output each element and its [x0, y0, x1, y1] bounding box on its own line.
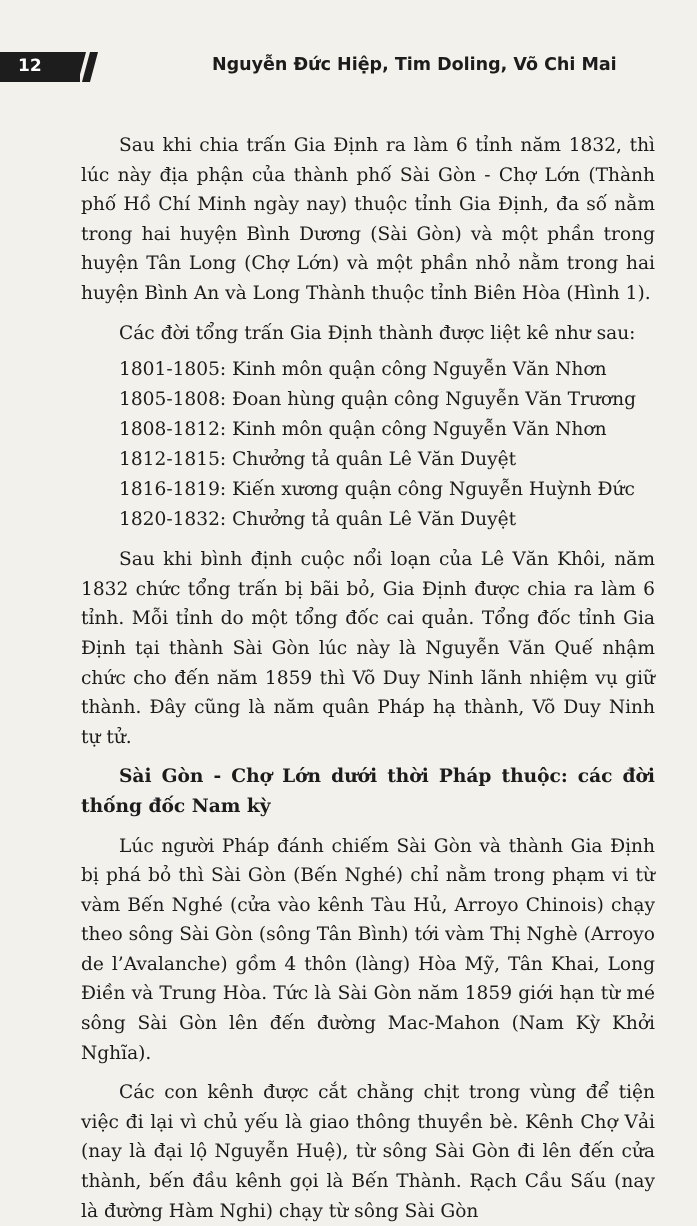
body-text [81, 131, 655, 1226]
paragraph-2: Sau khi bình định cuộc nổi loạn của Lê Văn Khôi, năm 1832 chức tổng trấn bị bãi bỏ, Gia Định được chia ra làm 6 tỉnh. Mỗi tỉnh do một tổng đốc cai quản. Tổng đốc tỉnh Gia Định tại thành Sài Gòn lúc này là Nguyễn Văn Quế nhậm chức cho đến năm 1859 thì Võ Duy Ninh lãnh nhiệm vụ giữ thành. Đây cũng là năm quân Pháp hạ thành, Võ Duy Ninh tự tử. [81, 549, 655, 748]
list-intro: Các đời tổng trấn Gia Định thành được liệt kê như sau: [119, 322, 636, 344]
list-item: 1801-1805: Kinh môn quận công Nguyễn Văn Nhơn [119, 359, 607, 381]
paragraph-3: Lúc người Pháp đánh chiếm Sài Gòn và thành Gia Định bị phá bỏ thì Sài Gòn (Bến Nghé) chỉ nằm trong phạm vi từ vàm Bến Nghé (cửa vào kênh Tàu Hủ, Arroyo Chinois) chạy theo sông Sài Gòn (sông Tân Bình) tới vàm Thị Nghè (Arroyo de l’Avalanche) gồm 4 thôn (làng) Hòa Mỹ, Tân Khai, Long Điền và Trung Hòa. Tức là Sài Gòn năm 1859 giới hạn từ mé sông Sài Gòn lên đến đường Mac-Mahon (Nam Kỳ Khởi Nghĩa). [81, 835, 655, 1064]
list-item: 1805-1808: Đoan hùng quận công Nguyễn Văn Trương [119, 389, 636, 411]
paragraph-4: Các con kênh được cắt chằng chịt trong vùng để tiện việc đi lại vì chủ yếu là giao thông thuyền bè. Kênh Chợ Vải (nay là đại lộ Nguyễn Huệ), từ sông Sài Gòn đi lên đến cửa thành, bến đầu kênh gọi là Bến Thành. Rạch Cầu Sấu (nay là đường Hàm Nghi) chạy từ sông Sài Gòn [81, 1082, 655, 1222]
section-heading: Sài Gòn - Chợ Lớn dưới thời Pháp thuộc: các đời thống đốc Nam kỳ [81, 766, 655, 817]
page-number: 12 [18, 56, 42, 76]
paragraph-1: Sau khi chia trấn Gia Định ra làm 6 tỉnh năm 1832, thì lúc này địa phận của thành phố Sài Gòn - Chợ Lớn (Thành phố Hồ Chí Minh ngày nay) thuộc tỉnh Gia Định, đa số nằm trong hai huyện Bình Dương (Sài Gòn) và một phần trong huyện Tân Long (Chợ Lớn) và một phần nhỏ nằm trong hai huyện Bình An và Long Thành thuộc tỉnh Biên Hòa (Hình 1). [81, 135, 655, 304]
page-header [0, 52, 697, 84]
running-header-authors: Nguyễn Đức Hiệp, Tim Doling, Võ Chi Mai [212, 55, 617, 75]
page-number-box [0, 52, 80, 82]
list-item: 1812-1815: Chưởng tả quân Lê Văn Duyệt [119, 449, 517, 471]
list-item: 1808-1812: Kinh môn quận công Nguyễn Văn Nhơn [119, 419, 607, 441]
list-item: 1816-1819: Kiến xương quận công Nguyễn Huỳnh Đức [119, 479, 635, 501]
list-item: 1820-1832: Chưởng tả quân Lê Văn Duyệt [119, 509, 517, 531]
governor-list [119, 355, 655, 535]
